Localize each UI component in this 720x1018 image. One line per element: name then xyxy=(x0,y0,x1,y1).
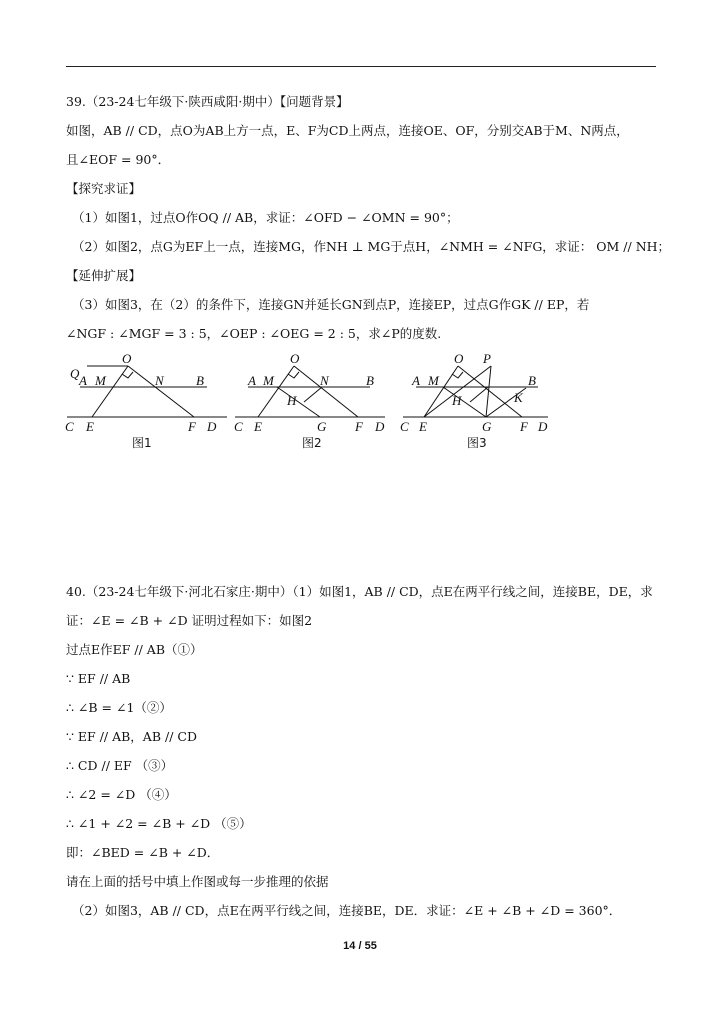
q40-step7: ∴ ∠1 + ∠2 = ∠B + ∠D （⑤） xyxy=(66,816,252,831)
fig3-label-E: E xyxy=(419,419,427,434)
fig1-label-O: O xyxy=(122,352,132,366)
fig3-label-G: G xyxy=(482,419,492,434)
fig3-label-A: A xyxy=(412,373,420,388)
fig1-label-N: N xyxy=(155,373,164,388)
fig2-label-F: F xyxy=(355,419,363,434)
q40-step4: ∵ EF // AB，AB // CD xyxy=(66,729,197,744)
fig2-label-B: B xyxy=(366,373,374,388)
q40-instruction: 请在上面的括号中填上作图或每一步推理的依据 xyxy=(66,874,329,889)
fig2-caption: 图2 xyxy=(302,436,322,450)
q39-part3b: ∠NGF : ∠MGF = 3 : 5，∠OEP : ∠OEG = 2 : 5，求∠P的度数. xyxy=(66,326,442,341)
fig3-label-D: D xyxy=(538,419,548,434)
fig3-label-P: P xyxy=(483,352,491,366)
header-rule xyxy=(66,66,656,67)
q39-figures xyxy=(62,352,552,452)
q39-title: 39.（23-24七年级下·陕西咸阳·期中）【问题背景】 xyxy=(66,94,349,109)
q40-part2: （2）如图3，AB // CD，点E在两平行线之间，连接BE，DE．求证：∠E + ∠B + ∠D = 360°． xyxy=(72,903,622,918)
fig1-label-M: M xyxy=(95,373,106,388)
q40-step2: ∵ EF // AB xyxy=(66,671,131,686)
q39-section-extend: 【延伸扩展】 xyxy=(66,268,142,283)
fig3-caption: 图3 xyxy=(467,436,487,450)
q39-part1: （1）如图1，过点O作OQ // AB，求证：∠OFD − ∠OMN = 90°； xyxy=(72,210,459,225)
q40-title: 40.（23-24七年级下·河北石家庄·期中）（1）如图1，AB // CD，点E在两平行线之间，连接BE，DE，求 xyxy=(66,584,653,599)
fig3-label-O: O xyxy=(454,352,464,366)
fig2-label-A: A xyxy=(248,373,256,388)
fig2-label-N: N xyxy=(320,373,329,388)
fig1-label-F: F xyxy=(188,419,196,434)
fig3-label-H: H xyxy=(452,393,462,408)
q40-step5: ∴ CD // EF （③） xyxy=(66,758,174,773)
q39-line2: 且∠EOF = 90°． xyxy=(66,152,171,167)
fig2-label-H: H xyxy=(287,393,297,408)
q39-part2: （2）如图2，点G为EF上一点，连接MG，作NH ⊥ MG于点H，∠NMH = ∠NFG，求证： OM // NH； xyxy=(72,239,671,254)
q40-step8: 即：∠BED = ∠B + ∠D． xyxy=(66,845,220,860)
fig2-label-E: E xyxy=(254,419,262,434)
fig2-label-D: D xyxy=(375,419,385,434)
fig1-label-A: A xyxy=(79,373,87,388)
figure-2-diagram xyxy=(235,366,385,417)
fig2-label-G: G xyxy=(317,419,327,434)
q39-part3a: （3）如图3，在（2）的条件下，连接GN并延长GN到点P，连接EP，过点G作GK // EP，若 xyxy=(72,297,590,312)
figure-3-diagram xyxy=(403,366,548,417)
fig3-label-C: C xyxy=(400,419,409,434)
fig2-label-M: M xyxy=(263,373,274,388)
q39-section-explore: 【探究求证】 xyxy=(66,181,142,196)
fig1-label-B: B xyxy=(196,373,204,388)
fig2-label-C: C xyxy=(234,419,243,434)
fig1-label-Q: Q xyxy=(70,366,80,381)
q40-step3: ∴ ∠B = ∠1（②） xyxy=(66,700,172,715)
fig1-caption: 图1 xyxy=(132,436,152,450)
page-number: 14 / 55 xyxy=(343,940,377,952)
fig1-label-D: D xyxy=(207,419,217,434)
fig3-label-B: B xyxy=(528,373,536,388)
q40-step1: 过点E作EF // AB（①） xyxy=(66,642,203,657)
fig2-label-O: O xyxy=(290,352,300,366)
q40-line2: 证：∠E = ∠B + ∠D 证明过程如下：如图2 xyxy=(66,613,313,628)
fig1-label-C: C xyxy=(65,419,74,434)
fig3-label-F: F xyxy=(520,419,528,434)
fig3-label-M: M xyxy=(428,373,439,388)
q40-step6: ∴ ∠2 = ∠D （④） xyxy=(66,787,177,802)
fig1-label-E: E xyxy=(86,419,94,434)
fig3-label-K: K xyxy=(514,390,523,405)
q39-line1: 如图，AB // CD，点O为AB上方一点，E、F为CD上两点，连接OE、OF，分别交AB于M、N两点， xyxy=(66,123,629,138)
